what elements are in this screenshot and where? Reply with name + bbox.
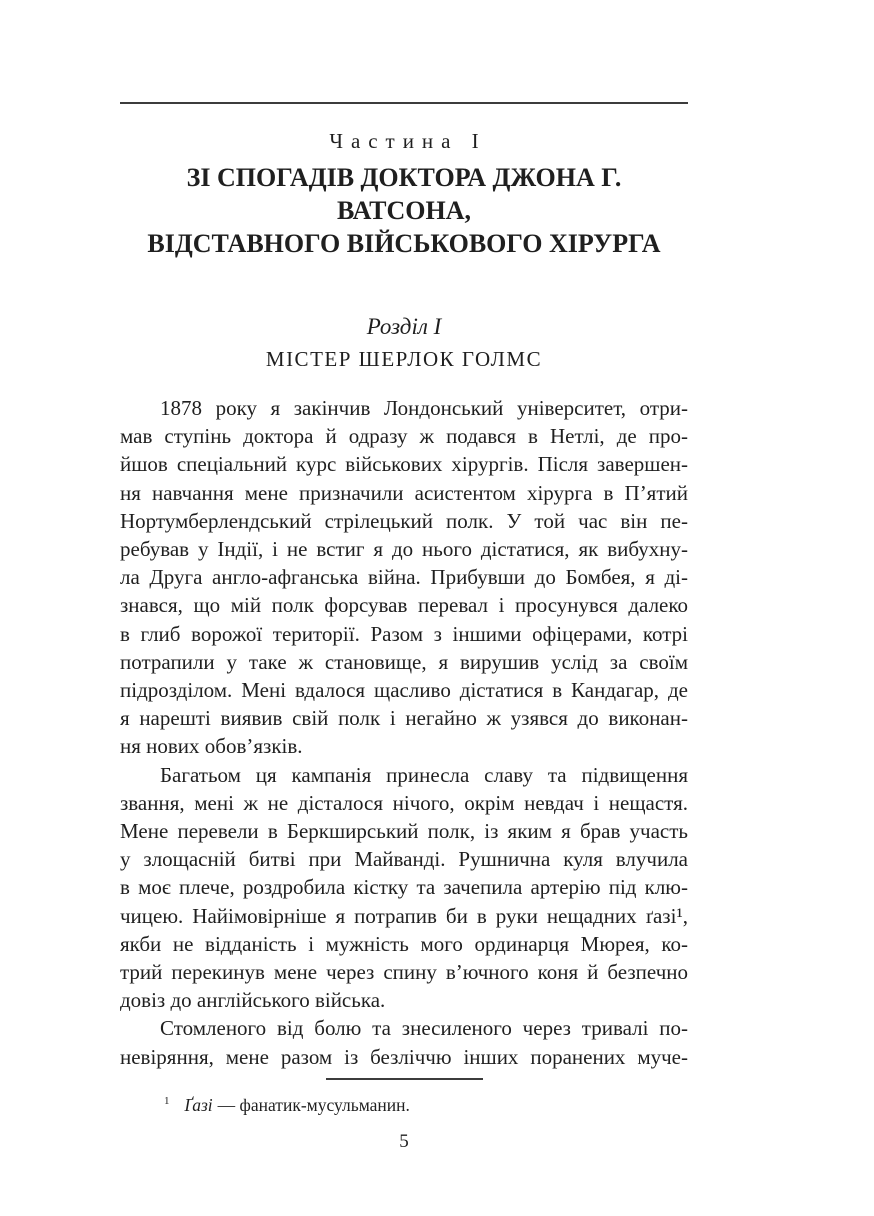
body-line: звання, мені ж не дісталося нічого, окрім невдач і нещастя. — [120, 790, 688, 815]
body-line: якби не відданість і мужність мого ординарця Мюрея, ко- — [120, 931, 688, 956]
header-rule — [120, 102, 688, 104]
body-line: довіз до англійського війська. — [120, 988, 386, 1013]
body-line: потрапили у таке ж становище, я вирушив услід за своїм — [120, 649, 688, 674]
page-number: 5 — [399, 1130, 409, 1152]
body-line: чицею. Найімовірніше я потрапив би в руки нещадних ґазі¹, — [120, 903, 688, 928]
footnote — [120, 1090, 688, 1116]
part-subtitle — [120, 161, 688, 260]
body-line: ня нових обов’язків. — [120, 734, 303, 759]
body-line: знався, що мій полк форсував перевал і просунувся далеко — [120, 593, 688, 618]
body-line: ребував у Індії, і не встиг я до нього дістатися, як вибухну- — [120, 537, 688, 562]
footnote-rule — [326, 1078, 483, 1080]
body-line: мав ступінь доктора й одразу ж подався в Нетлі, де про- — [120, 424, 688, 449]
footnote-marker: 1 — [164, 1094, 170, 1107]
part-subtitle-line1: ЗІ СПОГАДІВ ДОКТОРА ДЖОНА Г. ВАТСОНА, — [186, 163, 622, 225]
body-text — [120, 394, 688, 1071]
body-line: Нортумберлендський стрілецький полк. У той час він пе- — [120, 508, 688, 533]
footnote-definition: — фанатик-мусульманин. — [217, 1094, 410, 1115]
chapter-title: Розділ І — [366, 314, 442, 339]
body-line: йшов спеціальний курс військових хірургів. Після завершен- — [120, 452, 688, 477]
text-column — [120, 0, 688, 1153]
part-title: Частина І — [329, 129, 487, 153]
body-line: я нарешті виявив свій полк і негайно ж узявся до виконан- — [120, 706, 688, 731]
body-line: невіряння, мене разом із безліччю інших поранених муче- — [120, 1044, 688, 1069]
body-line: трий перекинув мене через спину в’ючного коня й безпечно — [120, 960, 688, 985]
footnote-term: Ґазі — [184, 1094, 213, 1115]
body-line: Багатьом ця кампанія принесла славу та підвищення — [160, 762, 688, 787]
body-line: ла Друга англо-афганська війна. Прибувши до Бомбея, я ді- — [120, 565, 688, 590]
body-line: у злощасній битві при Майванді. Рушнична куля влучила — [120, 847, 688, 872]
body-line: 1878 року я закінчив Лондонський університет, отри- — [160, 396, 688, 420]
part-subtitle-line2: ВІДСТАВНОГО ВІЙСЬКОВОГО ХІРУРГА — [147, 229, 661, 258]
body-line: Стомленого від болю та знесиленого через тривалі по- — [160, 1016, 688, 1041]
body-line: підрозділом. Мені вдалося щасливо дістатися в Кандагар, де — [120, 678, 688, 703]
body-line: в глиб ворожої території. Разом з іншими офіцерами, котрі — [120, 621, 688, 646]
body-line: в моє плече, роздробила кістку та зачепила артерію під клю- — [120, 875, 688, 900]
body-line: Мене перевели в Беркширський полк, із яким я брав участь — [120, 819, 688, 844]
chapter-subtitle: МІСТЕР ШЕРЛОК ГОЛМС — [265, 347, 543, 371]
body-line: ня навчання мене призначили асистентом хірурга в П’ятий — [120, 480, 688, 505]
